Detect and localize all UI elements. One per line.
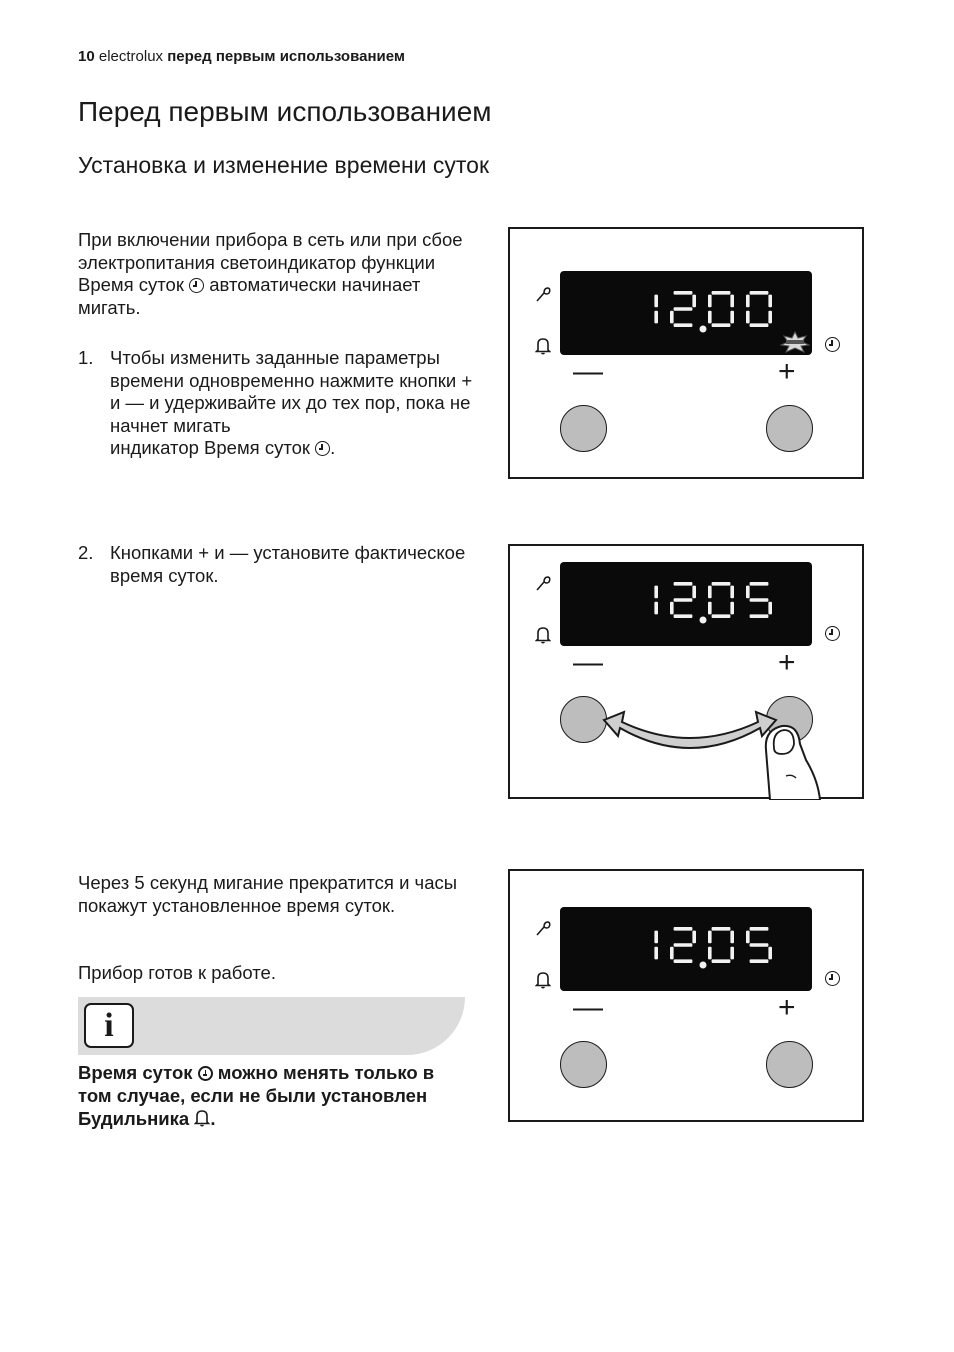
info-note: Время суток можно менять только в том случае, если не были установлен Будильника . bbox=[78, 1062, 435, 1129]
control-panel-2 bbox=[508, 544, 864, 799]
meat-probe-icon bbox=[535, 285, 553, 303]
segment-g bbox=[750, 943, 769, 947]
page-title: Перед первым использованием bbox=[78, 96, 492, 127]
segment-d bbox=[674, 959, 693, 963]
segment-d bbox=[750, 323, 769, 327]
info-bar bbox=[78, 997, 465, 1055]
control-panel-3 bbox=[508, 869, 864, 1122]
step-2 bbox=[78, 542, 478, 592]
segment-b bbox=[730, 295, 734, 308]
segment-d bbox=[750, 959, 769, 963]
segment-c bbox=[654, 311, 658, 324]
time-readout bbox=[560, 271, 812, 355]
plus-symbol: + bbox=[461, 369, 473, 391]
clock-icon bbox=[825, 337, 840, 352]
segment-a bbox=[750, 927, 769, 931]
segment-e bbox=[708, 311, 712, 324]
minus-button[interactable] bbox=[560, 1041, 607, 1088]
clock-icon bbox=[198, 1066, 213, 1081]
decimal-dot bbox=[700, 962, 707, 969]
after-paragraph: Через 5 секунд мигание прекратится и часы покажут установленное время суток. bbox=[78, 872, 458, 916]
segment-b bbox=[654, 295, 658, 308]
plus-label: + bbox=[778, 646, 796, 679]
segment-c bbox=[730, 602, 734, 615]
segment-d bbox=[674, 614, 693, 618]
segment-a bbox=[674, 291, 693, 295]
minus-label: — bbox=[573, 991, 603, 1024]
meat-probe-icon bbox=[535, 574, 553, 592]
segment-f bbox=[708, 586, 712, 599]
step-number: 1. bbox=[78, 347, 94, 368]
bell-icon bbox=[535, 971, 551, 989]
segment-a bbox=[750, 291, 769, 295]
minus-button[interactable] bbox=[560, 405, 607, 452]
plus-button[interactable] bbox=[766, 405, 813, 452]
segment-d bbox=[712, 323, 731, 327]
ready-paragraph: Прибор готов к работе. bbox=[78, 962, 276, 983]
segment-e bbox=[708, 602, 712, 615]
plus-label: + bbox=[778, 991, 796, 1024]
segment-c bbox=[768, 311, 772, 324]
segment-a bbox=[712, 582, 731, 586]
clock-icon bbox=[825, 971, 840, 986]
info-icon: i bbox=[84, 1003, 134, 1048]
control-panel-1 bbox=[508, 227, 864, 479]
decimal-dot bbox=[700, 326, 707, 333]
segment-c bbox=[654, 602, 658, 615]
finger-icon bbox=[762, 714, 824, 800]
clock-icon bbox=[825, 626, 840, 641]
segment-b bbox=[692, 931, 696, 944]
intro-paragraph: При включении прибора в сеть или при сбое электропитания светоиндикатор функции Время суток автоматически начинает мигать. bbox=[78, 229, 463, 318]
segment-e bbox=[670, 602, 674, 615]
time-display bbox=[560, 562, 812, 646]
decimal-dot bbox=[700, 617, 707, 624]
section-subtitle: Установка и изменение времени суток bbox=[78, 152, 490, 178]
segment-c bbox=[730, 311, 734, 324]
blinking-indicator-icon bbox=[780, 331, 810, 353]
bell-icon bbox=[535, 337, 551, 355]
segment-b bbox=[654, 931, 658, 944]
plus-button[interactable] bbox=[766, 1041, 813, 1088]
segment-d bbox=[750, 614, 769, 618]
segment-a bbox=[712, 291, 731, 295]
segment-f bbox=[708, 931, 712, 944]
segment-g bbox=[674, 943, 693, 947]
step-text: Чтобы изменить заданные параметры времени одновременно нажмите кнопки + и — и удерживайте их до тех пор, пока не начнет мигать индикатор Время суток . bbox=[110, 347, 473, 458]
time-display bbox=[560, 907, 812, 991]
segment-c bbox=[730, 947, 734, 960]
segment-g bbox=[674, 598, 693, 602]
page-number: 10 bbox=[78, 48, 95, 65]
segment-b bbox=[730, 931, 734, 944]
segment-e bbox=[670, 947, 674, 960]
segment-a bbox=[712, 927, 731, 931]
meat-probe-icon bbox=[535, 919, 553, 937]
minus-symbol: — bbox=[229, 542, 249, 563]
segment-a bbox=[674, 927, 693, 931]
segment-c bbox=[768, 947, 772, 960]
step-number: 2. bbox=[78, 542, 94, 563]
segment-f bbox=[746, 586, 750, 599]
segment-f bbox=[746, 295, 750, 308]
segment-g bbox=[674, 307, 693, 311]
segment-b bbox=[692, 586, 696, 599]
segment-f bbox=[708, 295, 712, 308]
segment-d bbox=[712, 959, 731, 963]
segment-b bbox=[654, 586, 658, 599]
step-text: Кнопками + и — установите фактическое время суток. bbox=[110, 542, 466, 586]
segment-a bbox=[750, 582, 769, 586]
minus-label: — bbox=[573, 646, 603, 679]
minus-symbol: — bbox=[125, 392, 144, 413]
segment-f bbox=[746, 931, 750, 944]
segment-c bbox=[768, 602, 772, 615]
segment-b bbox=[692, 295, 696, 308]
step-1 bbox=[78, 347, 478, 487]
bell-icon bbox=[194, 1109, 210, 1127]
segment-e bbox=[708, 947, 712, 960]
page-header bbox=[78, 48, 405, 65]
section-name: перед первым использованием bbox=[167, 48, 405, 65]
segment-g bbox=[750, 598, 769, 602]
brand-name: electrolux bbox=[98, 48, 164, 65]
time-display bbox=[560, 271, 812, 355]
segment-a bbox=[674, 582, 693, 586]
double-arrow-icon bbox=[590, 706, 790, 776]
time-readout bbox=[560, 562, 812, 646]
segment-e bbox=[670, 311, 674, 324]
segment-d bbox=[674, 323, 693, 327]
segment-e bbox=[746, 311, 750, 324]
minus-label: — bbox=[573, 355, 603, 388]
plus-symbol: + bbox=[198, 542, 210, 563]
clock-icon bbox=[189, 278, 204, 293]
segment-b bbox=[768, 295, 772, 308]
bell-icon bbox=[535, 626, 551, 644]
plus-label: + bbox=[778, 355, 796, 388]
segment-d bbox=[712, 614, 731, 618]
segment-c bbox=[654, 947, 658, 960]
segment-b bbox=[730, 586, 734, 599]
time-readout bbox=[560, 907, 812, 991]
clock-icon bbox=[315, 441, 330, 456]
